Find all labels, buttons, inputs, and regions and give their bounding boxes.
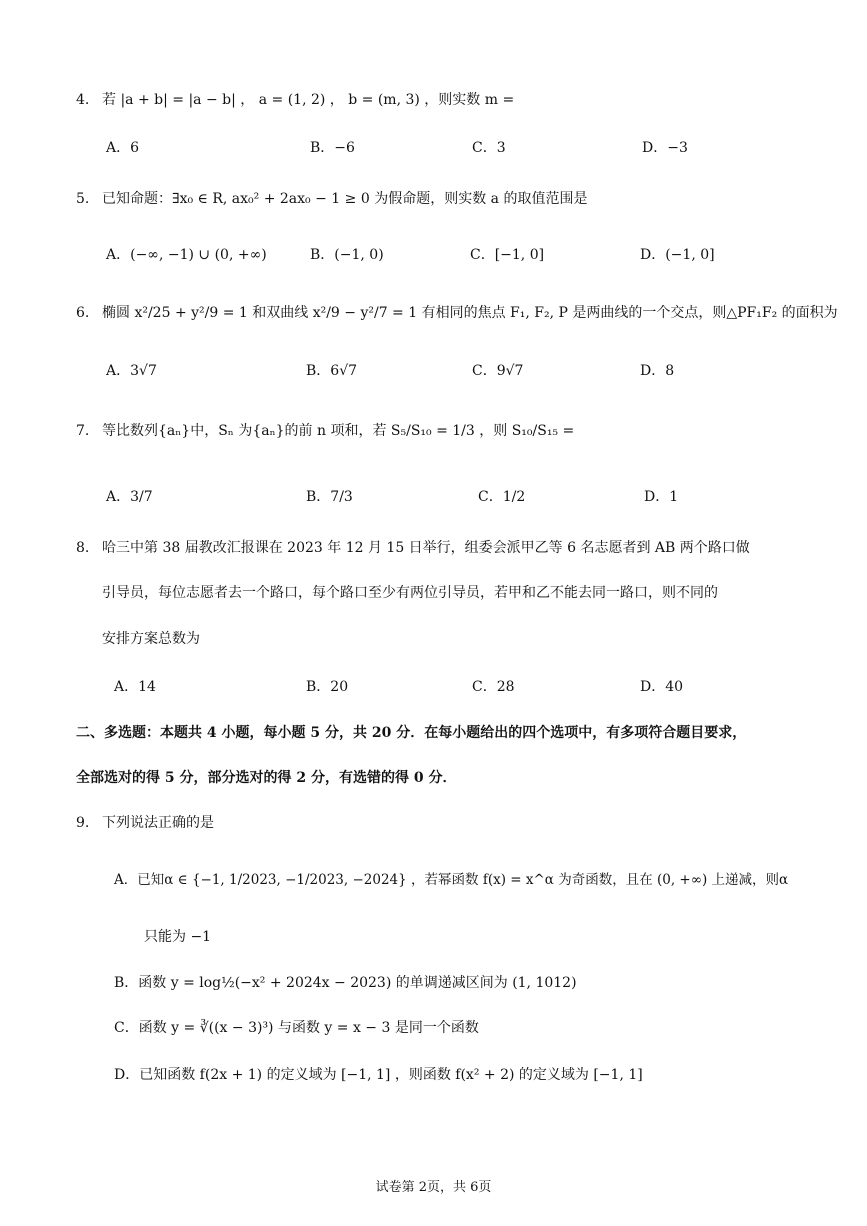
option-a: A．3/7 <box>106 489 153 505</box>
question-stem: 等比数列{aₙ}中，Sₙ 为{aₙ}的前 n 项和，若 S₅/S₁₀ = 1/3 ，则 S₁₀/S₁₅ = <box>102 423 575 439</box>
question-number: 9. <box>76 815 90 831</box>
question-6 <box>76 302 838 322</box>
option-c: C．1/2 <box>478 489 526 505</box>
question-stem-line: 引导员，每位志愿者去一个路口，每个路口至少有两位引导员，若甲和乙不能去同一路口，则不同的 <box>102 585 718 601</box>
question-stem-line: 安排方案总数为 <box>102 631 200 647</box>
page-footer: 试卷第 2页，共 6页 <box>375 1180 492 1195</box>
question-stem-line: 哈三中第 38 届教改汇报课在 2023 年 12 月 15 日举行，组委会派甲乙等 6 名志愿者到 AB 两个路口做 <box>102 540 750 556</box>
option-c: C．[−1, 0] <box>470 247 545 263</box>
option-b: B．函数 y = log½(−x² + 2024x − 2023) 的单调递减区间为 (1, 1012) <box>114 975 577 991</box>
question-number: 6. <box>76 305 90 321</box>
option-d: D．已知函数 f(2x + 1) 的定义域为 [−1, 1] ，则函数 f(x² + 2) 的定义域为 [−1, 1] <box>114 1067 643 1083</box>
option-b: B．6√7 <box>306 363 358 379</box>
question-stem: 已知命题：∃x₀ ∈ R, ax₀² + 2ax₀ − 1 ≥ 0 为假命题，则实数 a 的取值范围是 <box>102 191 588 207</box>
option-d: D．8 <box>640 363 675 379</box>
question-stem: 若 |a + b| = |a − b| ， a = (1, 2) ， b = (m, 3) ，则实数 m = <box>102 92 515 108</box>
option-b: B．(−1, 0) <box>310 247 384 263</box>
question-5 <box>76 188 587 208</box>
option-d: D．(−1, 0] <box>640 247 715 263</box>
question-number: 5. <box>76 191 90 207</box>
option-a: A．3√7 <box>106 363 157 379</box>
option-c: C．函数 y = ∛((x − 3)³) 与函数 y = x − 3 是同一个函数 <box>114 1020 479 1036</box>
option-b: B．−6 <box>310 140 355 156</box>
question-7 <box>76 420 574 440</box>
question-stem: 椭圆 x²/25 + y²/9 = 1 和双曲线 x²/9 − y²/7 = 1 有相同的焦点 F₁, F₂, P 是两曲线的一个交点，则△PF₁F₂ 的面积为 <box>102 305 838 321</box>
option-c: C．28 <box>472 679 515 695</box>
option-b: B．20 <box>306 679 349 695</box>
question-stem: 下列说法正确的是 <box>102 815 214 831</box>
section-heading: 二、多选题：本题共 4 小题，每小题 5 分，共 20 分．在每小题给出的四个选项中，有多项符合题目要求， <box>76 725 747 741</box>
option-c: C．9√7 <box>472 363 524 379</box>
question-number: 8. <box>76 540 90 556</box>
question-number: 7. <box>76 423 90 439</box>
option-a: A．6 <box>106 140 140 156</box>
option-d: D．40 <box>640 679 684 695</box>
question-9 <box>76 812 214 832</box>
option-b: B．7/3 <box>306 489 353 505</box>
question-8 <box>76 537 750 557</box>
option-a-continuation: 只能为 −1 <box>144 929 212 945</box>
option-d: D．1 <box>644 489 679 505</box>
section-instructions: 全部选对的得 5 分，部分选对的得 2 分，有选错的得 0 分． <box>76 770 457 786</box>
question-number: 4. <box>76 92 90 108</box>
option-a: A．14 <box>114 679 156 695</box>
option-d: D．−3 <box>642 140 688 156</box>
option-c: C．3 <box>472 140 506 156</box>
option-a: A．(−∞, −1) ∪ (0, +∞) <box>106 247 267 263</box>
question-4 <box>76 89 514 109</box>
option-a: A．已知α ∈ {−1, 1/2023, −1/2023, −2024} ，若幂函数 f(x) = x^α 为奇函数，且在 (0, +∞) 上递减，则α <box>114 872 789 888</box>
